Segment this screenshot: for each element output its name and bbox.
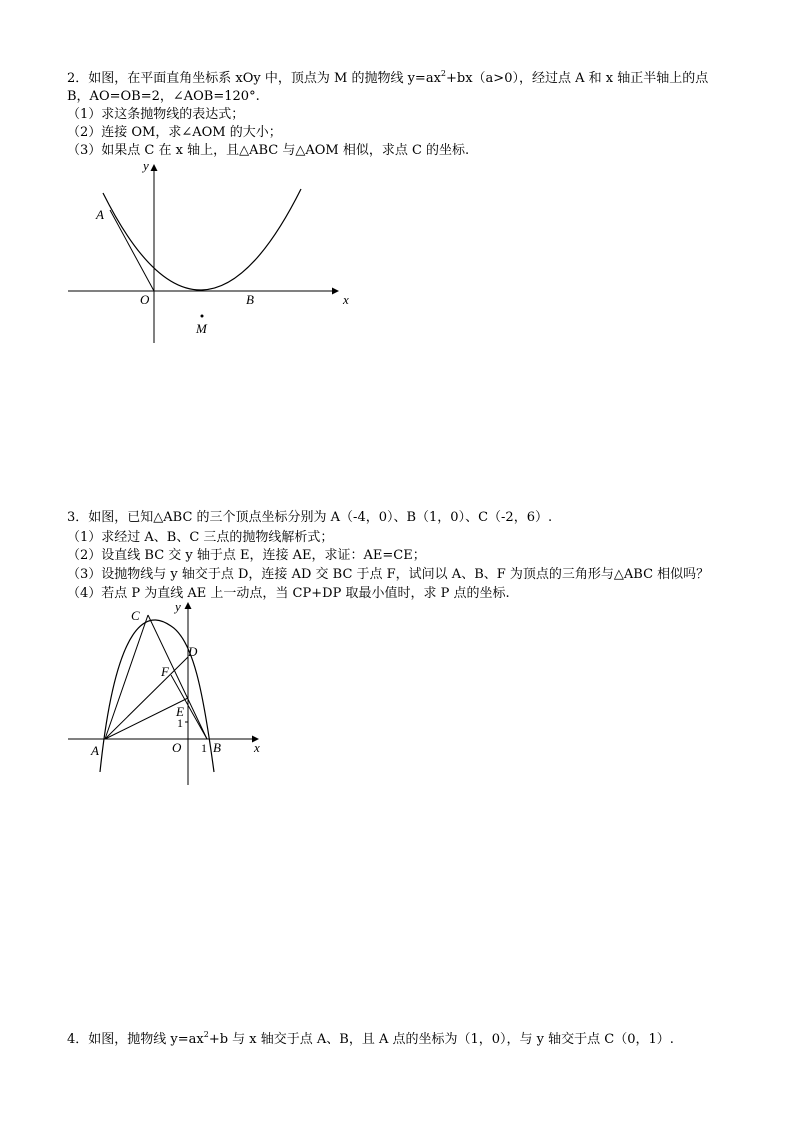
q3-label-o: O: [172, 740, 182, 755]
q3-label-one-x: 1: [201, 741, 207, 755]
q3-label-e: E: [176, 704, 184, 719]
q2-label-m: M: [196, 321, 207, 336]
q2-label-y: y: [143, 158, 149, 173]
q2-stem-line2: B，AO=OB=2，∠AOB=120°.: [67, 89, 260, 104]
q3-label-a: A: [91, 743, 99, 758]
q2-label-a: A: [96, 207, 104, 222]
q3-label-one-y: 1: [177, 716, 183, 730]
q3-part4: （4）若点 P 为直线 AE 上一动点，当 CP+DP 取最小值时，求 P 点的坐标.: [67, 586, 510, 601]
q2-label-x: x: [343, 292, 349, 307]
q3-label-b: B: [213, 740, 221, 755]
q2-part1: （1）求这条抛物线的表达式；: [67, 107, 245, 122]
q2-stem-line1: 2．如图，在平面直角坐标系 xOy 中，顶点为 M 的抛物线 $y=ax^2+bx(a>0)$，经过点 A 和 x 轴正半轴上的点: [67, 69, 709, 86]
q2-label-b: B: [246, 292, 254, 307]
q2-part3: （3）如果点 C 在 x 轴上，且△ABC 与△AOM 相似，求点 C 的坐标.: [67, 143, 470, 158]
q3-label-y: y: [175, 599, 181, 614]
q3-part1: （1）求经过 A、B、C 三点的抛物线解析式；: [67, 530, 334, 545]
q3-part2: （2）设直线 BC 交 y 轴于点 E，连接 AE，求证：AE=CE；: [67, 548, 426, 563]
q3-label-x: x: [254, 740, 260, 755]
q2-label-o: O: [140, 292, 150, 307]
q4-stem-line1: 4．如图，抛物线 $y=ax^2+b$ 与 x 轴交于点 A、B，且 A 点的坐标为（1，0），与 y 轴交于点 C（0，1）.: [67, 1030, 674, 1047]
q2-part2: （2）连接 OM，求∠AOM 的大小；: [67, 125, 282, 140]
q3-parabola: [100, 620, 214, 772]
q3-stem-line1: 3．如图，已知△ABC 的三个顶点坐标分别为 A（-4，0）、B（1，0）、C（-2，6）.: [67, 510, 553, 525]
q3-part3: （3）设抛物线与 y 轴交于点 D，连接 AD 交 BC 于点 F，试问以 A、B、F 为顶点的三角形与△ABC 相似吗？: [67, 567, 710, 582]
q3-label-d: D: [188, 644, 198, 659]
q3-label-c: C: [131, 608, 140, 623]
q3-label-f: F: [161, 664, 169, 679]
